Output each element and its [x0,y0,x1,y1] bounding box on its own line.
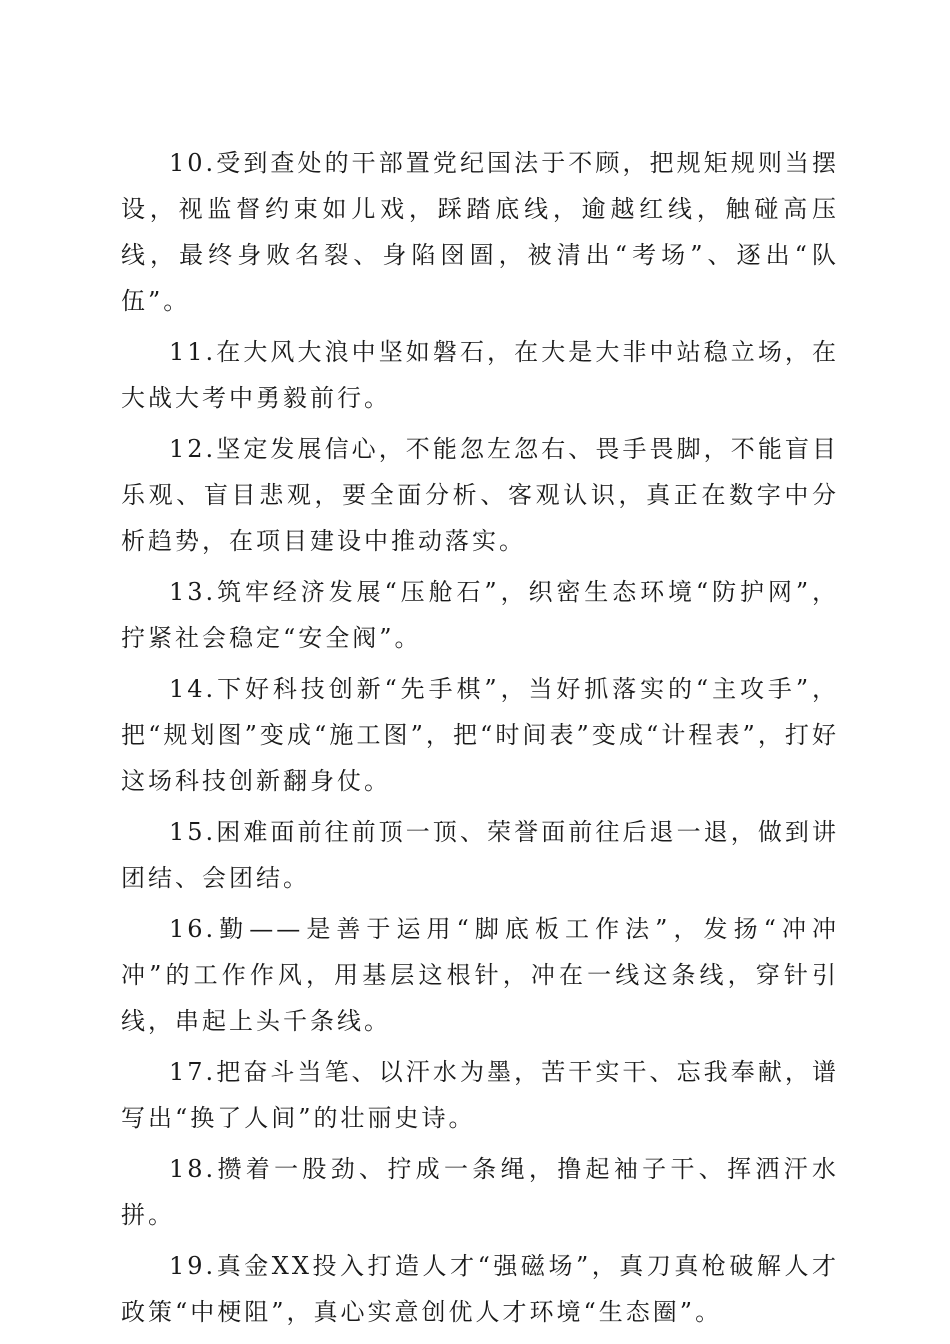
paragraph-15: 15.困难面前往前顶一顶、荣誉面前往后退一退，做到讲团结、会团结。 [121,818,839,892]
paragraph-13: 13.筑牢经济发展“压舱石”，织密生态环境“防护网”，拧紧社会稳定“安全阀”。 [121,578,839,652]
paragraph-14: 14.下好科技创新“先手棋”，当好抓落实的“主攻手”，把“规划图”变成“施工图”，把“时间表”变成“计程表”，打好这场科技创新翻身仗。 [121,675,839,795]
paragraph-19: 19.真金XX投入打造人才“强磁场”，真刀真枪破解人才政策“中梗阻”，真心实意创优人才环境“生态圈”。 [121,1252,839,1326]
paragraph-11: 11.在大风大浪中坚如磐石，在大是大非中站稳立场，在大战大考中勇毅前行。 [121,338,839,412]
paragraph-12: 12.坚定发展信心，不能忽左忽右、畏手畏脚，不能盲目乐观、盲目悲观，要全面分析、客观认识，真正在数字中分析趋势，在项目建设中推动落实。 [121,435,839,555]
document-body [121,140,839,1340]
paragraph-18: 18.攒着一股劲、拧成一条绳，撸起袖子干、挥洒汗水拼。 [121,1155,839,1229]
paragraph-16: 16.勤——是善于运用“脚底板工作法”，发扬“冲冲冲”的工作作风，用基层这根针，冲在一线这条线，穿针引线，串起上头千条线。 [121,915,839,1035]
paragraph-10: 10.受到查处的干部置党纪国法于不顾，把规矩规则当摆设，视监督约束如儿戏，踩踏底线，逾越红线，触碰高压线，最终身败名裂、身陷囹圄，被清出“考场”、逐出“队伍”。 [121,149,839,315]
paragraph-17: 17.把奋斗当笔、以汗水为墨，苦干实干、忘我奉献，谱写出“换了人间”的壮丽史诗。 [121,1058,839,1132]
